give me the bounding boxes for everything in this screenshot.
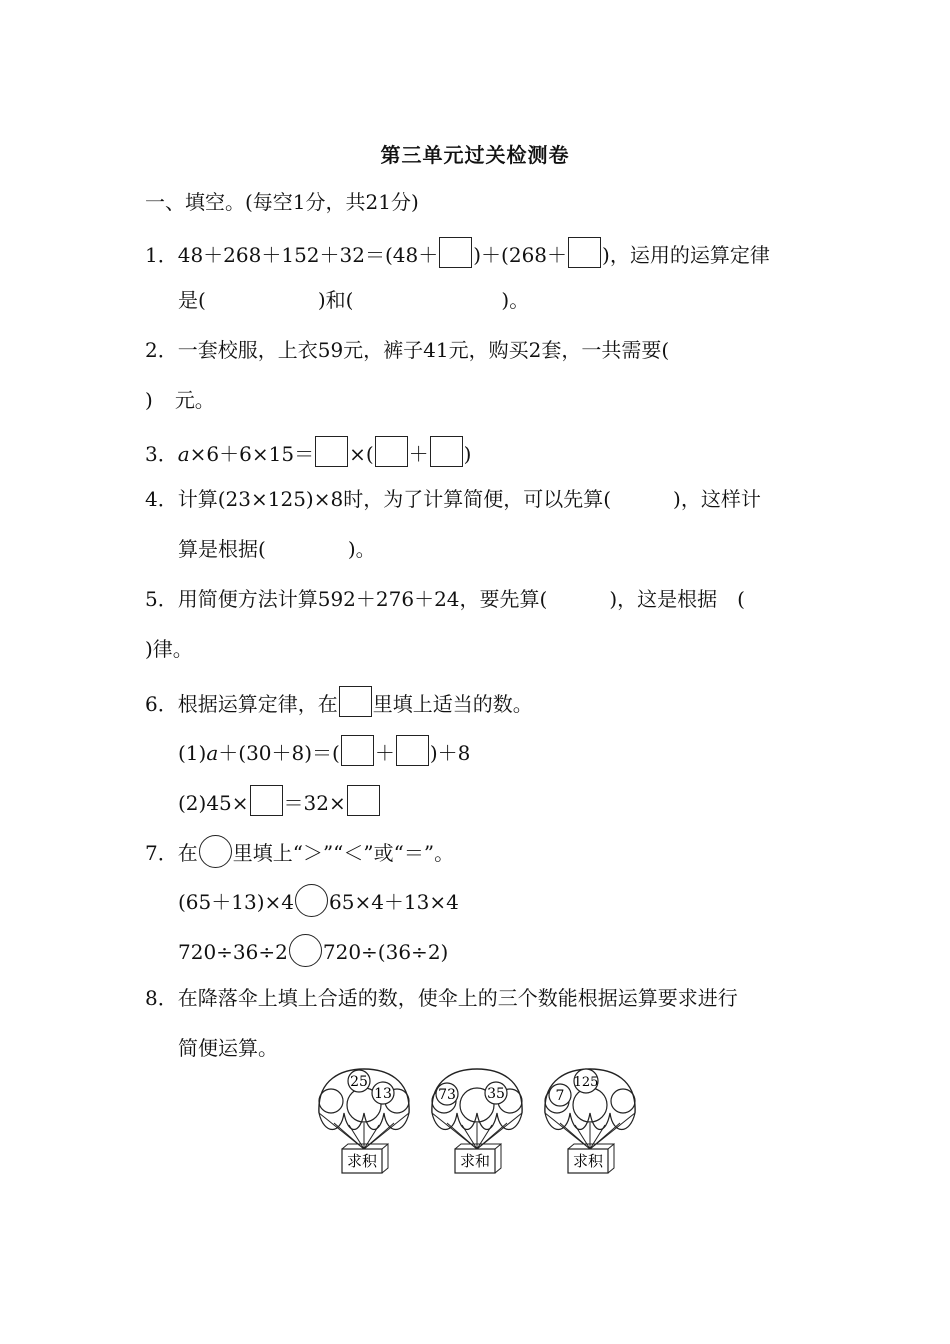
q3-text-d: ) (463, 442, 472, 466)
question-2 (145, 337, 669, 363)
question-6-part-2 (178, 785, 381, 816)
box-symbol (339, 686, 372, 717)
question-1-cont (178, 287, 529, 313)
answer-box[interactable] (396, 735, 429, 766)
q7-number: 7． (145, 841, 178, 865)
section-heading: 一、填空。(每空1分，共21分) (145, 190, 419, 214)
question-6 (145, 686, 533, 717)
answer-box[interactable] (439, 237, 472, 268)
q6-s1-prefix: (1) (178, 741, 207, 765)
q2-text-a: 一套校服，上衣59元，裤子41元，购买2套，一共需要( (177, 338, 670, 362)
q6-text-a: 根据运算定律，在 (177, 692, 338, 716)
parachute-number-2: 35 (487, 1086, 505, 1102)
parachute-label: 求和 (459, 1152, 491, 1170)
q5-text-a: 用简便方法计算592＋276＋24，要先算( (177, 587, 548, 611)
parachute-figure (540, 1065, 640, 1177)
question-3 (145, 436, 471, 467)
q8-number: 8． (145, 986, 178, 1010)
q3-text-c: ＋ (408, 442, 429, 466)
q1-text-a: 48＋268＋152＋32＝(48＋ (177, 243, 439, 267)
answer-box[interactable] (430, 436, 463, 467)
question-7-row-2 (178, 934, 448, 967)
q2-text-c: 元。 (174, 388, 215, 412)
q7-r1-left: (65＋13)×4 (178, 890, 294, 914)
q5-text-d: )律。 (145, 637, 193, 661)
question-5 (145, 586, 745, 612)
question-7 (145, 835, 454, 868)
q6-s1-text-b: ＋ (374, 741, 395, 765)
q2-number: 2． (145, 338, 178, 362)
q4-text-d: )。 (347, 537, 376, 561)
answer-box[interactable] (375, 436, 408, 467)
parachute-label: 求积 (346, 1152, 378, 1170)
parachute-figure (314, 1065, 414, 1177)
q4-text-c: 算是根据( (178, 537, 266, 561)
answer-box[interactable] (347, 785, 380, 816)
q1-number: 1． (145, 243, 178, 267)
q6-number: 6． (145, 692, 178, 716)
q1-text-d: 是( (178, 288, 206, 312)
answer-box[interactable] (250, 785, 283, 816)
answer-box[interactable] (315, 436, 348, 467)
q5-text-b: )，这是根据 (609, 587, 718, 611)
q6-s2-text-a: (2)45× (178, 791, 249, 815)
q1-text-b: )＋(268＋ (473, 243, 568, 267)
q3-text-b: ×( (349, 442, 374, 466)
question-6-part-1 (178, 735, 470, 766)
q2-text-b: ) (145, 388, 153, 412)
q4-text-b: )，这样计 (673, 487, 761, 511)
q5-text-c: ( (737, 587, 745, 611)
question-4-cont (178, 536, 376, 562)
question-7-row-1 (178, 884, 459, 917)
parachute-number-2: 125 (573, 1075, 599, 1090)
q7-r2-right: 720÷(36÷2) (322, 940, 449, 964)
q6-s1-text-c: )＋8 (429, 741, 471, 765)
q4-number: 4． (145, 487, 178, 511)
parachute-label: 求积 (572, 1152, 604, 1170)
question-2-cont (145, 387, 215, 413)
page-title: 第三单元过关检测卷 (380, 143, 570, 167)
question-1 (145, 237, 770, 268)
q3-variable: a (177, 442, 190, 466)
question-8 (145, 985, 738, 1011)
question-4 (145, 486, 761, 512)
q1-text-c: )，运用的运算定律 (602, 243, 770, 267)
q8-text-a: 在降落伞上填上合适的数，使伞上的三个数能根据运算要求进行 (177, 986, 738, 1010)
parachute-number-1: 73 (438, 1087, 456, 1103)
q6-variable: a (206, 741, 219, 765)
answer-circle[interactable] (289, 934, 322, 967)
q7-r2-left: 720÷36÷2 (178, 940, 288, 964)
q4-text-a: 计算(23×125)×8时，为了计算简便，可以先算( (177, 487, 612, 511)
q3-number: 3． (145, 442, 178, 466)
question-5-cont (145, 636, 193, 662)
answer-circle[interactable] (295, 884, 328, 917)
q3-text-a: ×6＋6×15＝ (189, 442, 315, 466)
q5-number: 5． (145, 587, 178, 611)
question-8-cont (178, 1035, 278, 1061)
parachute-2 (427, 1065, 527, 1181)
answer-box[interactable] (341, 735, 374, 766)
q6-s1-text-a: ＋(30＋8)＝( (218, 741, 340, 765)
answer-box[interactable] (568, 237, 601, 268)
q1-text-f: )。 (501, 288, 530, 312)
parachute-3 (540, 1065, 640, 1181)
q1-text-e: )和( (317, 288, 354, 312)
parachute-number-1: 25 (350, 1074, 368, 1090)
q7-text-a: 在 (177, 841, 198, 865)
q7-text-b: 里填上“＞”“＜”或“＝”。 (232, 841, 455, 865)
parachute-figure (427, 1065, 527, 1177)
q6-text-b: 里填上适当的数。 (372, 692, 533, 716)
parachute-number-2: 13 (374, 1086, 392, 1102)
parachute-number-1: 7 (555, 1088, 565, 1104)
q7-r1-right: 65×4＋13×4 (329, 890, 459, 914)
parachute-1 (314, 1065, 414, 1181)
q8-text-b: 简便运算。 (178, 1036, 278, 1060)
q6-s2-text-b: ＝32× (283, 791, 346, 815)
circle-symbol (199, 835, 232, 868)
